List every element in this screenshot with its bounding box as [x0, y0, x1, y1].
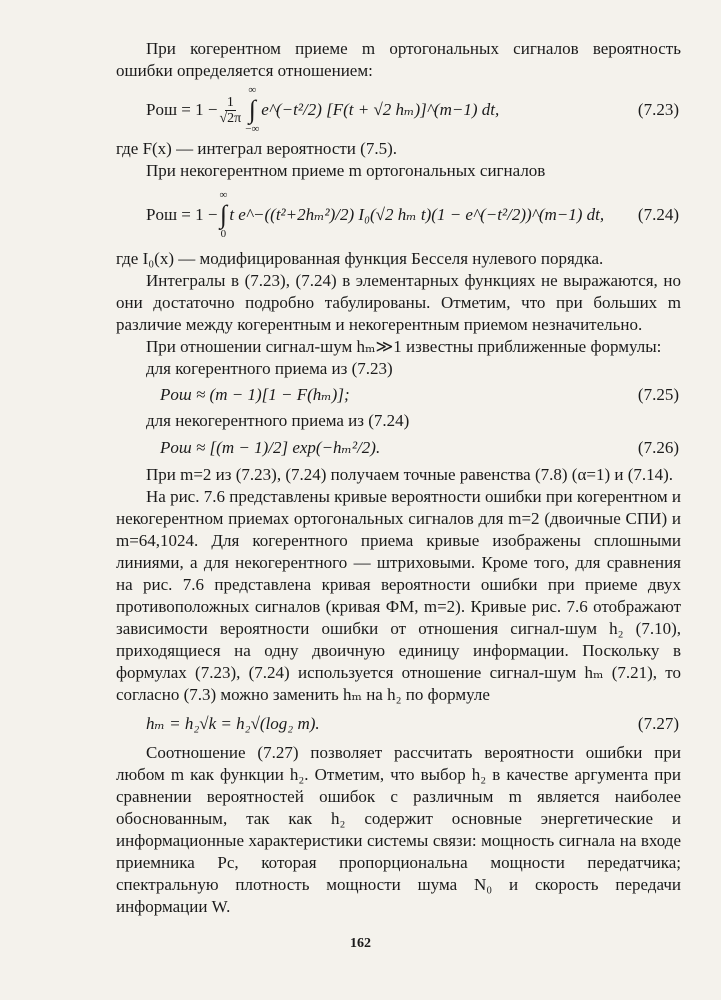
eq-7-24-lower-limit: 0	[220, 228, 227, 240]
eq-7-25-body: Pош ≈ (m − 1)[1 − F(hₘ)];	[160, 385, 350, 404]
equation-7-24	[116, 182, 681, 248]
eq-7-23-denominator: √2π	[219, 110, 242, 126]
eq-7-23-lower-limit: −∞	[245, 123, 260, 135]
eq-7-27-number: (7.27)	[637, 714, 679, 733]
eq-7-26-number: (7.26)	[637, 438, 679, 457]
page-number: 162	[350, 936, 371, 951]
eq-7-23-numerator: 1	[226, 94, 234, 110]
eq-7-26-body: Pош ≈ [(m − 1)/2] exp(−hₘ²/2).	[160, 438, 381, 457]
paragraph-8: для некогерентного приема из (7.24)	[146, 411, 410, 430]
eq-7-24-upper-limit: ∞	[219, 189, 228, 201]
paragraph-6: При отношении сигнал-шум hₘ≫1 известны приближенные формулы:	[146, 337, 662, 356]
equation-7-25	[116, 380, 681, 410]
integral-sign-icon: ∫	[248, 95, 256, 124]
eq-7-24-integral	[219, 190, 227, 240]
eq-7-23-upper-limit: ∞	[248, 84, 257, 96]
equation-7-27	[116, 706, 681, 742]
paragraph-10: На рис. 7.6 представлены кривые вероятности ошибки при когерентном и некогерентном приемах ортогональных сигналов для m=2 (двоичные СПИ) и m=64,1024. Для когерентного приема кривые изображены сплошными линиями, а для некогерентного — штриховыми. Кроме того, для сравнения на рис. 7.6 представлена кривая вероятности ошибки при приеме двух противоположных сигналов (кривая ФМ, m=2). Кривые рис. 7.6 отображают зависимости вероятности ошибки от отношения сигнал-шум h₂ (7.10), приходящиеся на одну двоичную единицу информации. Поскольку в формулах (7.23), (7.24) используется отношение сигнал-шум hₘ (7.21), то согласно (7.3) можно заменить hₘ на h₂ по формуле	[116, 487, 681, 704]
paragraph-4: где I₀(x) — модифицированная функция Бесселя нулевого порядка.	[116, 249, 604, 268]
equation-7-26	[116, 432, 681, 464]
page-body	[116, 38, 681, 918]
eq-7-23-body: e^(−t²/2) [F(t + √2 hₘ)]^(m−1) dt,	[261, 100, 500, 119]
paragraph-3: При некогерентном приеме m ортогональных сигналов	[146, 161, 546, 180]
eq-7-24-lhs: Pош = 1 −	[146, 205, 218, 224]
eq-7-23-integral	[245, 85, 259, 135]
integral-sign-icon: ∫	[219, 200, 227, 229]
paragraph-2: где F(x) — интеграл вероятности (7.5).	[116, 139, 397, 158]
paragraph-9: При m=2 из (7.23), (7.24) получаем точные равенства (7.8) (α=1) и (7.14).	[146, 465, 674, 484]
paragraph-5: Интегралы в (7.23), (7.24) в элементарных функциях не выражаются, но они достаточно подробно табулированы. Отметим, что при больших m различие между когерентным и некогерентным приемом незначительно.	[116, 271, 681, 334]
eq-7-23-fraction	[219, 95, 241, 126]
paragraph-7: для когерентного приема из (7.23)	[146, 359, 393, 378]
eq-7-23-number: (7.23)	[637, 100, 679, 119]
eq-7-24-body: t e^−((t²+2hₘ²)/2) I₀(√2 hₘ t)(1 − e^(−t²/2))^(m−1) dt,	[229, 205, 605, 224]
paragraph-11: Соотношение (7.27) позволяет рассчитать вероятности ошибки при любом m как функции h₂. Отметим, что выбор h₂ в качестве аргумента при сравнении вероятностей ошибок с различным m является наиболее обоснованным, так как h₂ содержит основные энергетические и информационные характеристики системы связи: мощность сигнала на входе приемника Pс, которая пропорциональна мощности передатчика; спектральную плотность мощности шума N₀ и скорость передачи информации W.	[116, 743, 681, 916]
eq-7-24-number: (7.24)	[637, 205, 679, 224]
equation-7-23	[116, 82, 681, 138]
paragraph-1: При когерентном приеме m ортогональных сигналов вероятность ошибки определяется отношением:	[116, 39, 681, 80]
eq-7-23-lhs: Pош = 1 −	[146, 100, 218, 119]
eq-7-25-number: (7.25)	[637, 385, 679, 404]
eq-7-27-body: hₘ = h₂√k = h₂√(log₂ m).	[146, 714, 320, 733]
